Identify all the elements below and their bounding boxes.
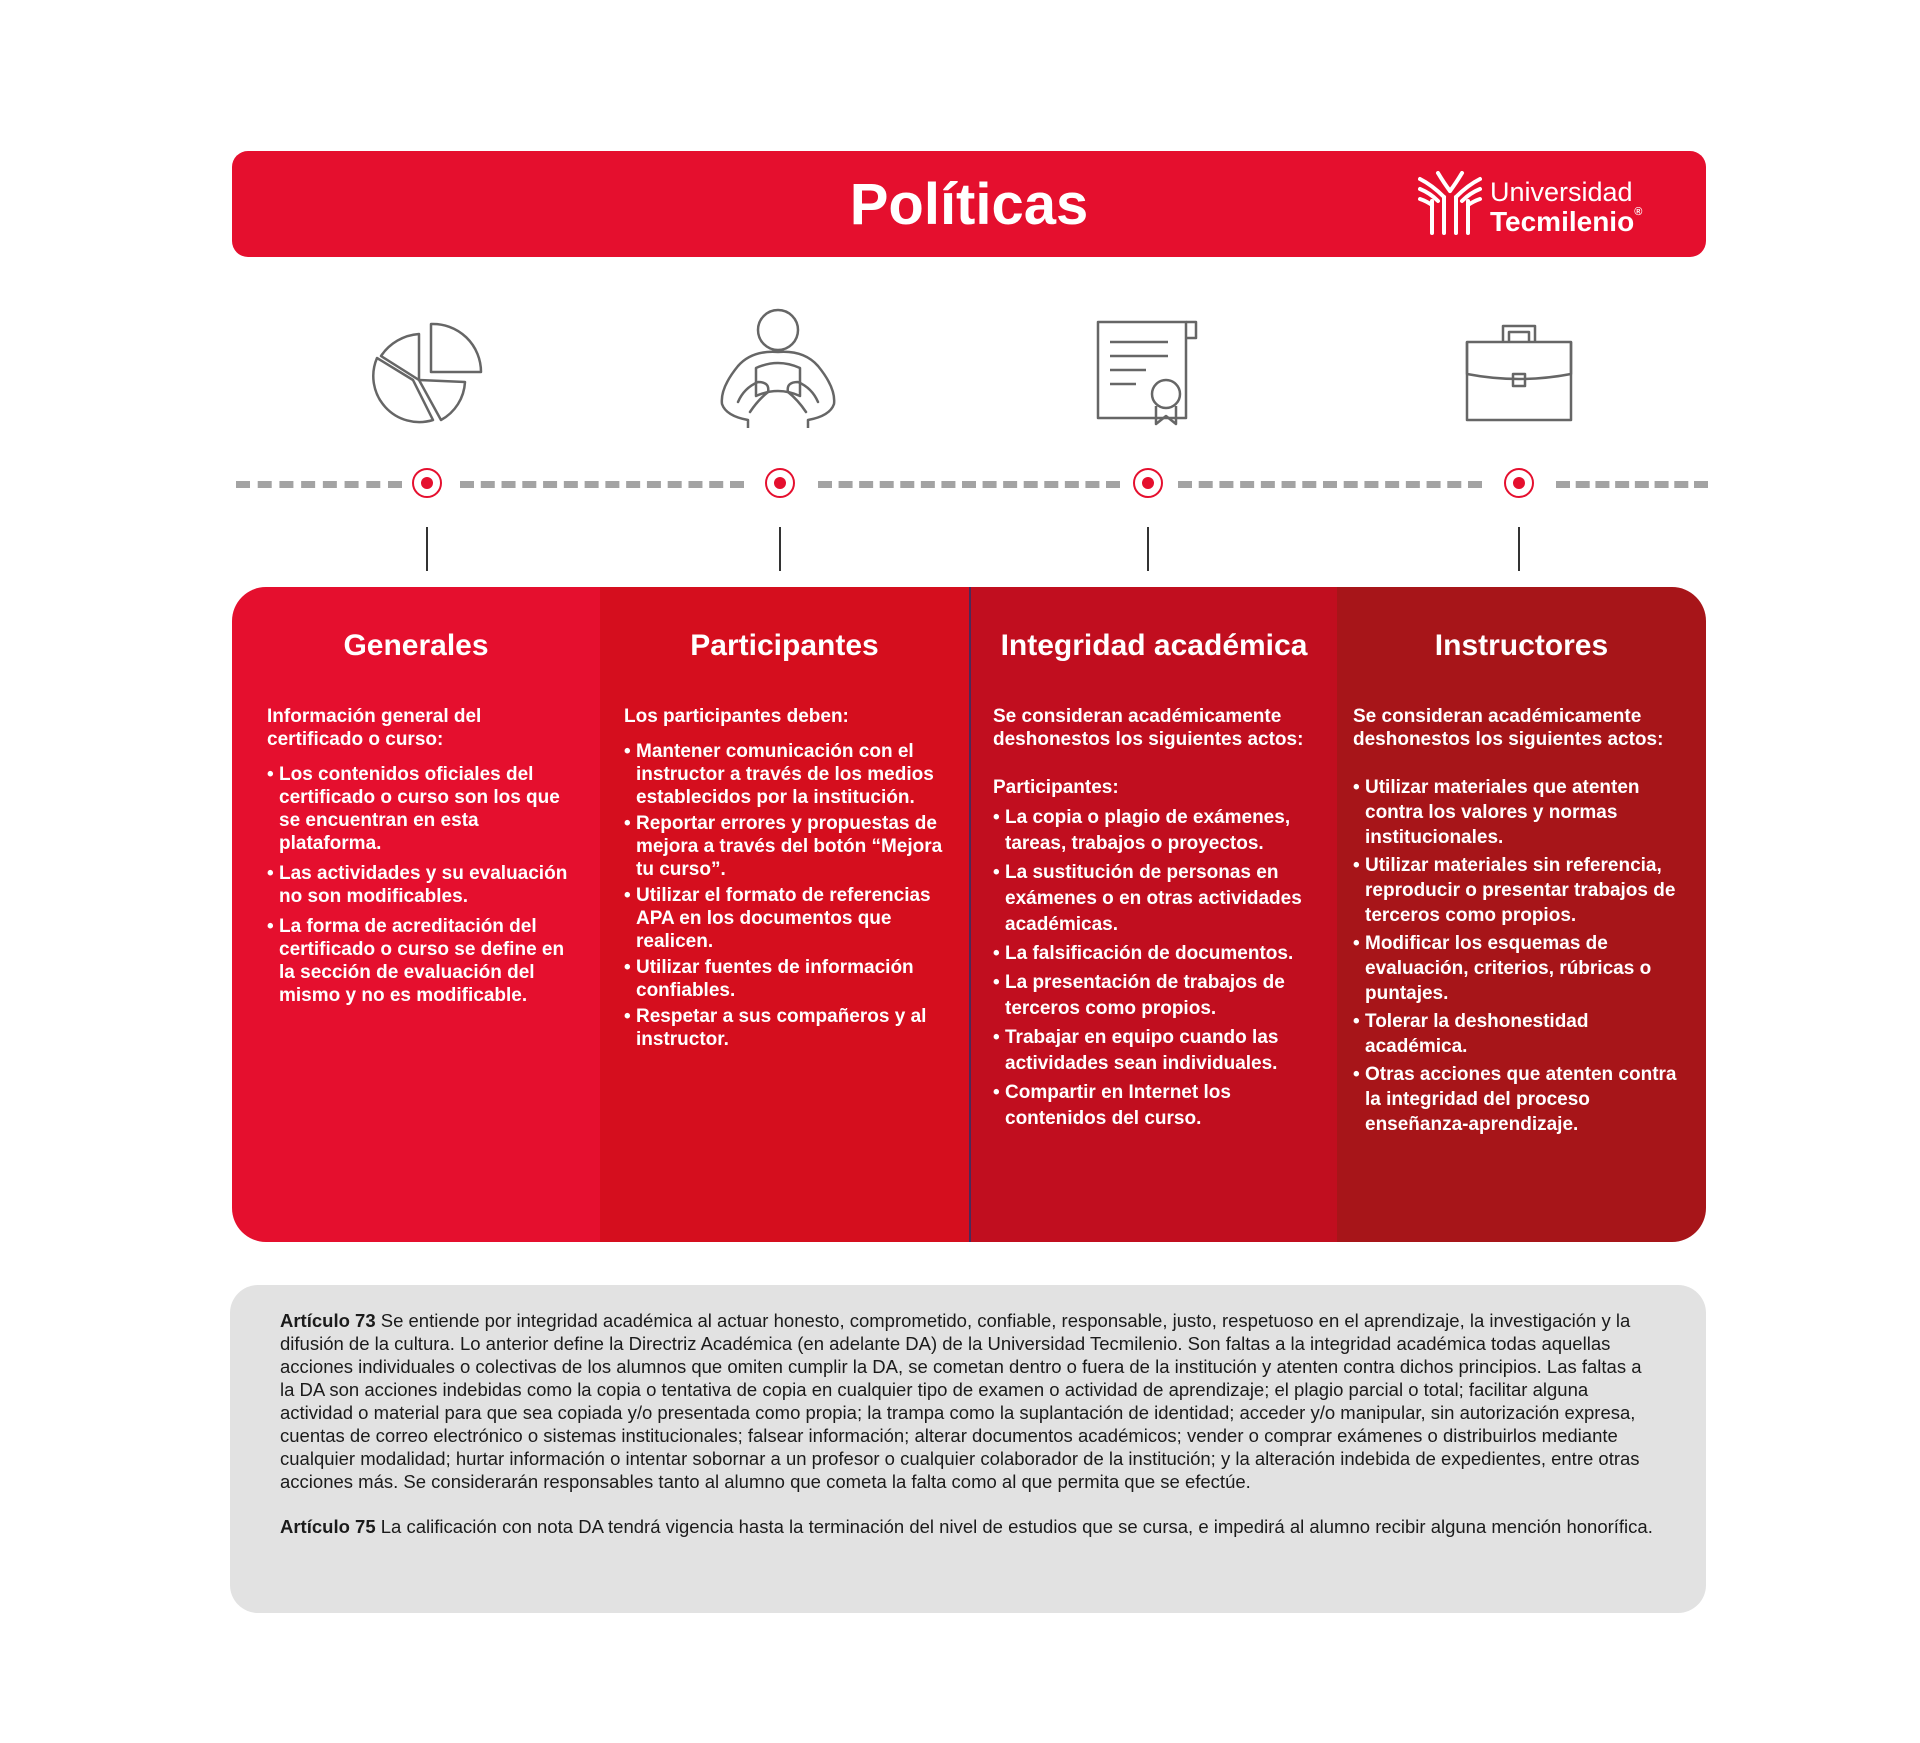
column-body xyxy=(1353,705,1683,1140)
regulation-note xyxy=(230,1285,1706,1613)
column-integridad-academica xyxy=(969,587,1337,1242)
column-subheading: Participantes: xyxy=(993,777,1119,798)
timeline-dash xyxy=(1556,481,1708,496)
column-title: Participantes xyxy=(690,629,879,662)
list-item: • Utilizar materiales que atenten contra los valores y normas institucionales. xyxy=(1353,775,1683,850)
column-intro: Se consideran académicamente deshonestos los siguientes actos: xyxy=(1353,706,1664,750)
timeline-dash xyxy=(460,481,744,496)
article-73 xyxy=(280,1309,1660,1493)
timeline-connector xyxy=(1147,527,1149,571)
timeline-marker xyxy=(412,468,442,498)
list-item: • La forma de acreditación del certificado o curso se define en la sección de evaluación del mismo y no es modificable. xyxy=(267,915,577,1007)
list-item: • Reportar errores y propuestas de mejora a través del botón “Mejora tu curso”. xyxy=(624,812,946,881)
timeline-marker xyxy=(1133,468,1163,498)
bullet-list xyxy=(624,740,946,1051)
logo-text-universidad: Universidad xyxy=(1490,177,1633,207)
person-reading-icon xyxy=(718,308,838,428)
header-banner xyxy=(232,151,1706,257)
briefcase-icon xyxy=(1459,308,1579,428)
list-item: • Utilizar fuentes de información confiables. xyxy=(624,956,946,1002)
list-item: • Los contenidos oficiales del certificado o curso son los que se encuentran en esta plataforma. xyxy=(267,763,577,855)
timeline-marker xyxy=(1504,468,1534,498)
registered-mark: ® xyxy=(1634,206,1643,218)
list-item: • La falsificación de documentos. xyxy=(993,941,1313,967)
bullet-list xyxy=(1353,775,1683,1137)
list-item: • Respetar a sus compañeros y al instructor. xyxy=(624,1005,946,1051)
column-body xyxy=(624,705,946,1054)
bullet-list xyxy=(993,805,1313,1132)
column-participantes xyxy=(600,587,969,1242)
tecmilenio-logo-icon xyxy=(1418,171,1482,235)
column-instructores xyxy=(1337,587,1706,1242)
list-item: • La presentación de trabajos de terceros como propios. xyxy=(993,970,1313,1022)
article-text: Se entiende por integridad académica al actuar honesto, comprometido, confiable, responsable, justo, respetuoso en el aprendizaje, la investigación y la difusión de la cultura. Lo anterior define la Directriz Académica (en adelante DA) de la Universidad Tecmilenio. Son faltas a la integridad académica todas aquellas acciones individuales o colectivas de los alumnos que omiten cumplir la DA, se cometan dentro o fuera de la institución y atenten contra dichos principios. Las faltas a la DA son acciones indebidas como la copia o tentativa de copia en cualquier tipo de examen o actividad de aprendizaje; el plagio parcial o total; facilitar alguna actividad o material para que sea copiada y/o presentada como propia; la trampa como la suplantación de identidad; acceder y/o manipular, sin autorización expresa, cuentas de correo electrónico o sistemas institucionales; falsear información; alterar documentos académicos; vender o comprar exámenes o distribuirlos mediante cualquier modalidad; hurtar información o intentar sobornar a un profesor o cualquier colaborador de la institución; y la alteración indebida de expedientes, entre otras acciones más. Se considerarán responsables tanto al alumno que cometa la falta como al que permita que se efectúe. xyxy=(280,1310,1642,1492)
column-title: Instructores xyxy=(1434,629,1609,662)
university-logo xyxy=(1418,171,1654,241)
list-item: • Utilizar el formato de referencias APA en los documentos que realicen. xyxy=(624,884,946,953)
list-item: • Mantener comunicación con el instructor a través de los medios establecidos por la institución. xyxy=(624,740,946,809)
column-generales xyxy=(232,587,600,1242)
article-label: Artículo 75 xyxy=(280,1516,376,1537)
timeline-connector xyxy=(426,527,428,571)
logo-text-tecmilenio xyxy=(1490,206,1642,238)
list-item: • Utilizar materiales sin referencia, reproducir o presentar trabajos de terceros como propios. xyxy=(1353,853,1683,928)
list-item: • La copia o plagio de exámenes, tareas, trabajos o proyectos. xyxy=(993,805,1313,857)
note-body xyxy=(280,1309,1660,1560)
column-intro: Se consideran académicamente deshonestos los siguientes actos: xyxy=(993,706,1304,750)
timeline-dash xyxy=(1178,481,1482,496)
list-item: • La sustitución de personas en exámenes o en otras actividades académicas. xyxy=(993,860,1313,938)
policies-panel xyxy=(232,587,1706,1242)
timeline-dash xyxy=(818,481,1120,496)
timeline-connector xyxy=(779,527,781,571)
pie-chart-icon xyxy=(367,308,487,428)
list-item: • Las actividades y su evaluación no son modificables. xyxy=(267,862,577,908)
logo-text-name: Tecmilenio xyxy=(1490,206,1635,237)
article-label: Artículo 73 xyxy=(280,1310,376,1331)
column-title: Generales xyxy=(343,629,489,662)
article-text: La calificación con nota DA tendrá vigencia hasta la terminación del nivel de estudios que se cursa, e impedirá al alumno recibir alguna mención honorífica. xyxy=(375,1516,1653,1537)
bullet-list xyxy=(267,763,577,1007)
article-75 xyxy=(280,1515,1660,1538)
column-intro: Información general del certificado o curso: xyxy=(267,706,482,750)
list-item: • Trabajar en equipo cuando las actividades sean individuales. xyxy=(993,1025,1313,1077)
certificate-icon xyxy=(1088,308,1208,428)
column-title: Integridad académica xyxy=(1000,629,1308,662)
column-intro: Los participantes deben: xyxy=(624,706,849,727)
list-item: • Modificar los esquemas de evaluación, criterios, rúbricas o puntajes. xyxy=(1353,931,1683,1006)
timeline-connector xyxy=(1518,527,1520,571)
list-item: • Otras acciones que atenten contra la integridad del proceso enseñanza-aprendizaje. xyxy=(1353,1062,1683,1137)
list-item: • Compartir en Internet los contenidos del curso. xyxy=(993,1080,1313,1132)
page-title: Políticas xyxy=(849,172,1089,237)
list-item: • Tolerar la deshonestidad académica. xyxy=(1353,1009,1683,1059)
timeline-dash xyxy=(236,481,402,496)
timeline-marker xyxy=(765,468,795,498)
column-body xyxy=(993,705,1313,1135)
column-body xyxy=(267,705,577,1010)
